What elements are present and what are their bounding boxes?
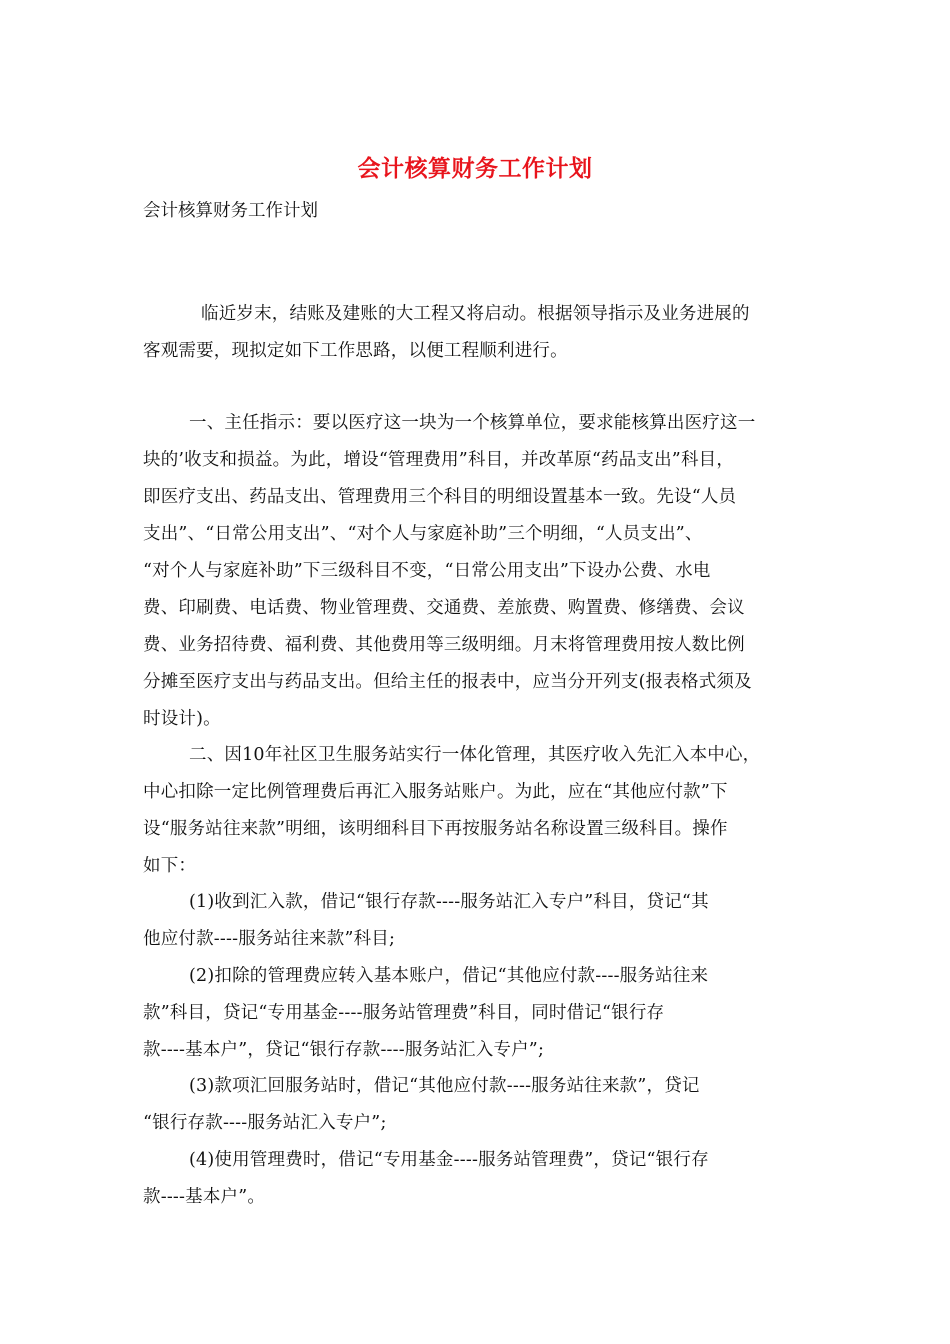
paragraph-line: (4)使用管理费时，借记“专用基金----服务站管理费”，贷记“银行存 (189, 1150, 709, 1170)
intro-paragraph (143, 296, 815, 370)
item-three-paragraph (143, 1068, 815, 1142)
item-four-paragraph (143, 1142, 815, 1216)
paragraph-line: 设“服务站往来款”明细，该明细科目下再按服务站名称设置三级科目。操作 (143, 819, 728, 839)
paragraph-line: 一、主任指示：要以医疗这一块为一个核算单位，要求能核算出医疗这一 (189, 413, 756, 433)
paragraph-line: 他应付款----服务站往来款”科目; (143, 929, 396, 949)
paragraph-line: (2)扣除的管理费应转入基本账户，借记“其他应付款----服务站往来 (189, 966, 709, 986)
document-subtitle: 会计核算财务工作计划 (143, 201, 318, 221)
paragraph-line: 款----基本户”。 (143, 1187, 266, 1207)
item-two-paragraph (143, 958, 815, 1069)
paragraph-line: (1)收到汇入款，借记“银行存款----服务站汇入专户”科目，贷记“其 (189, 892, 709, 912)
paragraph-line: “银行存款----服务站汇入专户”; (143, 1113, 387, 1133)
section-one-paragraph (143, 405, 815, 738)
paragraph-line: 费、业务招待费、福利费、其他费用等三级明细。月末将管理费用按人数比例 (143, 635, 745, 655)
paragraph-line: (3)款项汇回服务站时，借记“其他应付款----服务站往来款”，贷记 (189, 1076, 700, 1096)
paragraph-line: 临近岁末，结账及建账的大工程又将启动。根据领导指示及业务进展的 (201, 304, 750, 324)
section-two-paragraph (143, 737, 815, 885)
paragraph-line: 分摊至医疗支出与药品支出。但给主任的报表中，应当分开列支(报表格式须及 (143, 672, 752, 692)
paragraph-line: 支出”、“日常公用支出”、“对个人与家庭补助”三个明细，“人员支出”、 (143, 524, 703, 544)
paragraph-line: 时设计)。 (143, 709, 221, 729)
paragraph-line: 二、因10年社区卫生服务站实行一体化管理，其医疗收入先汇入本中心， (189, 745, 761, 765)
paragraph-line: 即医疗支出、药品支出、管理费用三个科目的明细设置基本一致。先设“人员 (143, 487, 737, 507)
paragraph-line: 款----基本户”，贷记“银行存款----服务站汇入专户”; (143, 1040, 545, 1060)
paragraph-line: 中心扣除一定比例管理费后再汇入服务站账户。为此，应在“其他应付款”下 (143, 782, 728, 802)
paragraph-line: 费、印刷费、电话费、物业管理费、交通费、差旅费、购置费、修缮费、会议 (143, 598, 745, 618)
document-title: 会计核算财务工作计划 (357, 155, 593, 182)
paragraph-line: 款”科目，贷记“专用基金----服务站管理费”科目，同时借记“银行存 (143, 1003, 665, 1023)
paragraph-line: 如下： (143, 856, 197, 876)
paragraph-line: 客观需要，现拟定如下工作思路，以便工程顺利进行。 (143, 341, 568, 361)
paragraph-line: “对个人与家庭补助”下三级科目不变，“日常公用支出”下设办公费、水电 (143, 561, 711, 581)
paragraph-line: 块的’收支和损益。为此，增设“管理费用”科目，并改革原“药品支出”科目， (143, 450, 735, 470)
item-one-paragraph (143, 884, 815, 958)
